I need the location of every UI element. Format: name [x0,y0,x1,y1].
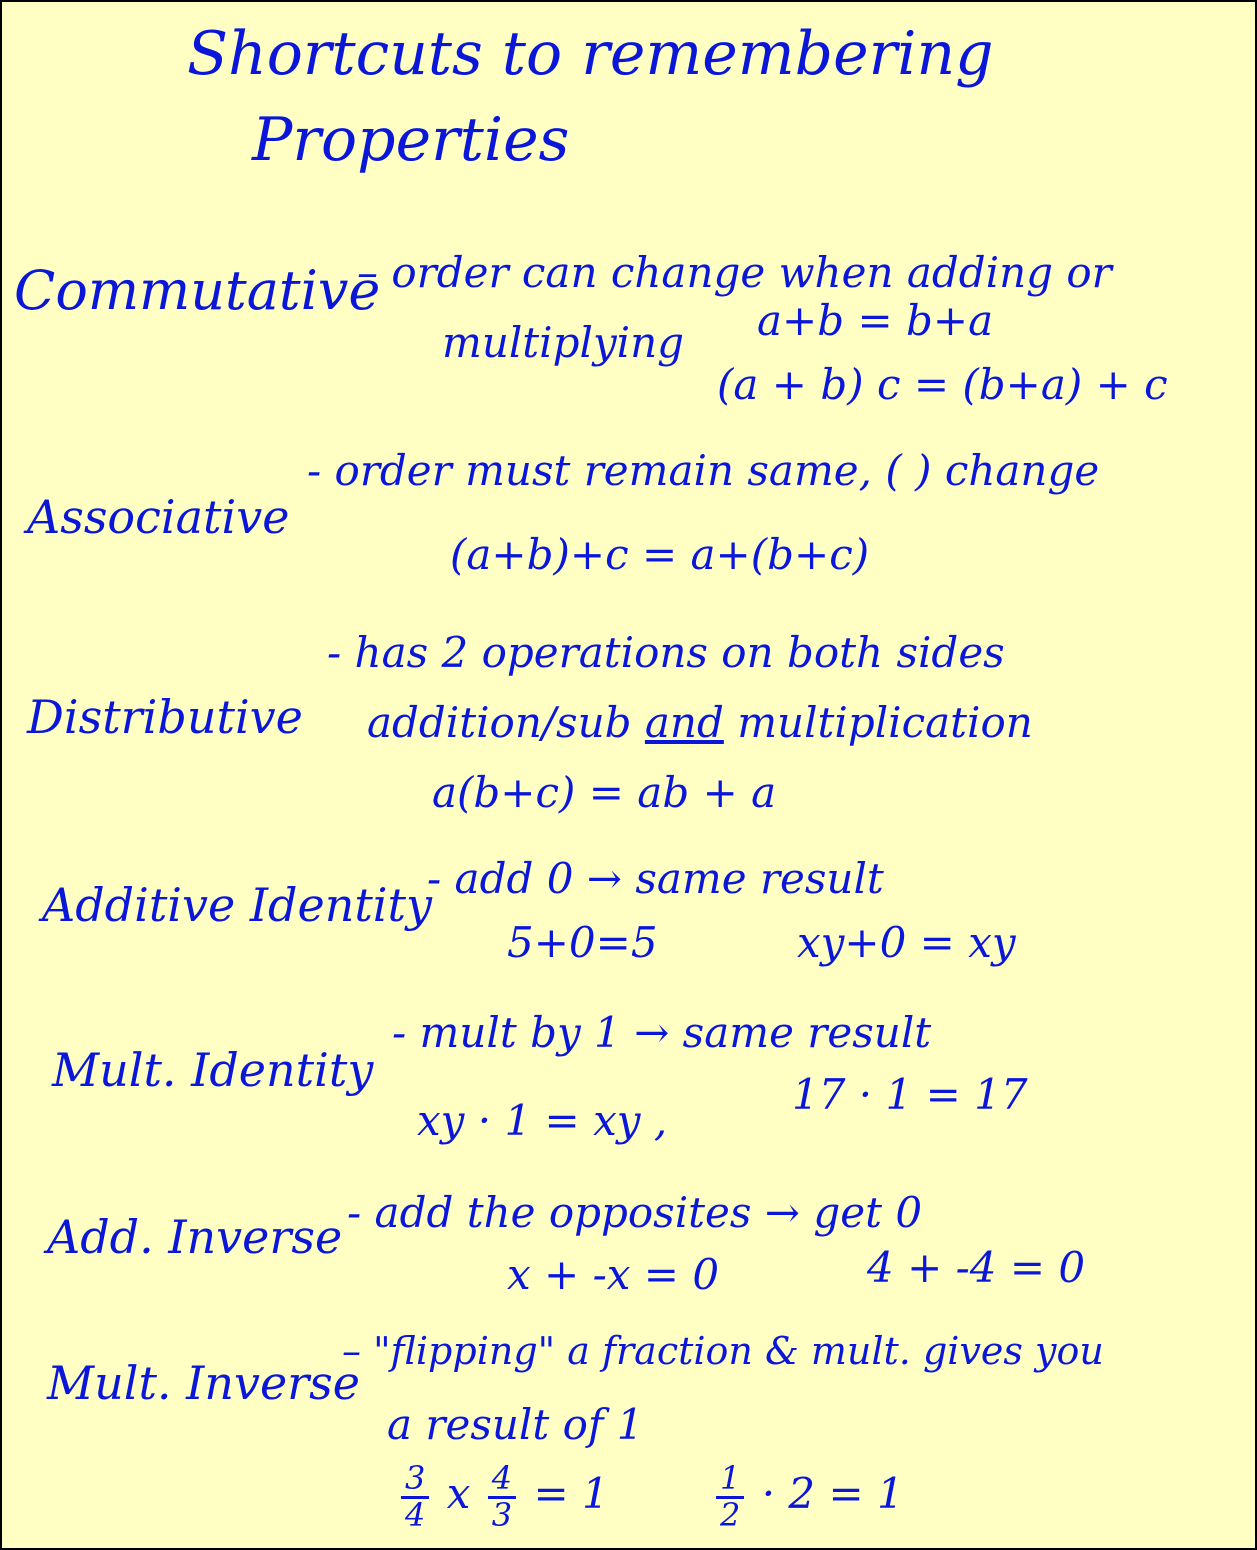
mult-inverse-term: Mult. Inverse [47,1356,360,1410]
distributive-definition-1: - has 2 operations on both sides [327,628,1005,677]
distributive-multiplication: multiplication [737,698,1033,747]
fraction-four-thirds [488,1459,516,1534]
fraction-denominator: 4 [405,1495,426,1534]
title-line-2: Properties [252,105,570,175]
mult-identity-example-2: 17 · 1 = 17 [792,1070,1028,1119]
fraction-one-half [716,1459,744,1534]
mult-inverse-example-1 [397,1459,609,1534]
commutative-definition-1: – order can change when adding or [357,248,1112,297]
commutative-term: Commutative [14,259,381,322]
add-inverse-definition: - add the opposites → get 0 [347,1188,923,1237]
fraction-numerator: 1 [716,1462,744,1499]
fraction-denominator: 2 [720,1495,741,1534]
equals-one: = 1 [533,1469,609,1519]
additive-identity-term: Additive Identity [42,878,432,932]
additive-identity-example-1: 5+0=5 [507,918,658,967]
mult-identity-term: Mult. Identity [52,1043,374,1097]
mult-inverse-example-2 [712,1459,904,1534]
commutative-example-2: (a + b) c = (b+a) + c [717,360,1168,409]
associative-term: Associative [27,490,290,544]
additive-identity-example-2: xy+0 = xy [797,918,1016,967]
times-two-equals-one: · 2 = 1 [761,1469,904,1519]
commutative-definition-2: multiplying [442,318,685,367]
additive-identity-definition: - add 0 → same result [427,854,884,903]
distributive-addition-sub: addition/sub [367,698,632,747]
commutative-example-1: a+b = b+a [757,296,994,345]
mult-identity-definition: - mult by 1 → same result [392,1008,932,1057]
associative-example: (a+b)+c = a+(b+c) [450,530,870,579]
mult-inverse-definition-2: a result of 1 [387,1400,644,1449]
distributive-example: a(b+c) = ab + a [432,768,777,817]
fraction-numerator: 3 [401,1462,429,1499]
mult-identity-example-1: xy · 1 = xy , [417,1096,668,1145]
title-line-1: Shortcuts to remembering [187,19,994,89]
add-inverse-example-1: x + -x = 0 [507,1250,720,1299]
times-sign: x [446,1469,471,1519]
distributive-and: and [644,698,724,747]
fraction-three-quarters [401,1459,429,1534]
fraction-denominator: 3 [491,1495,513,1534]
fraction-numerator: 4 [488,1462,516,1499]
associative-definition: - order must remain same, ( ) change [307,446,1100,495]
distributive-term: Distributive [27,690,303,744]
add-inverse-term: Add. Inverse [47,1210,343,1264]
mult-inverse-definition-1: – "flipping" a fraction & mult. gives you [342,1329,1104,1373]
add-inverse-example-2: 4 + -4 = 0 [867,1243,1086,1292]
distributive-definition-2 [367,698,1033,747]
